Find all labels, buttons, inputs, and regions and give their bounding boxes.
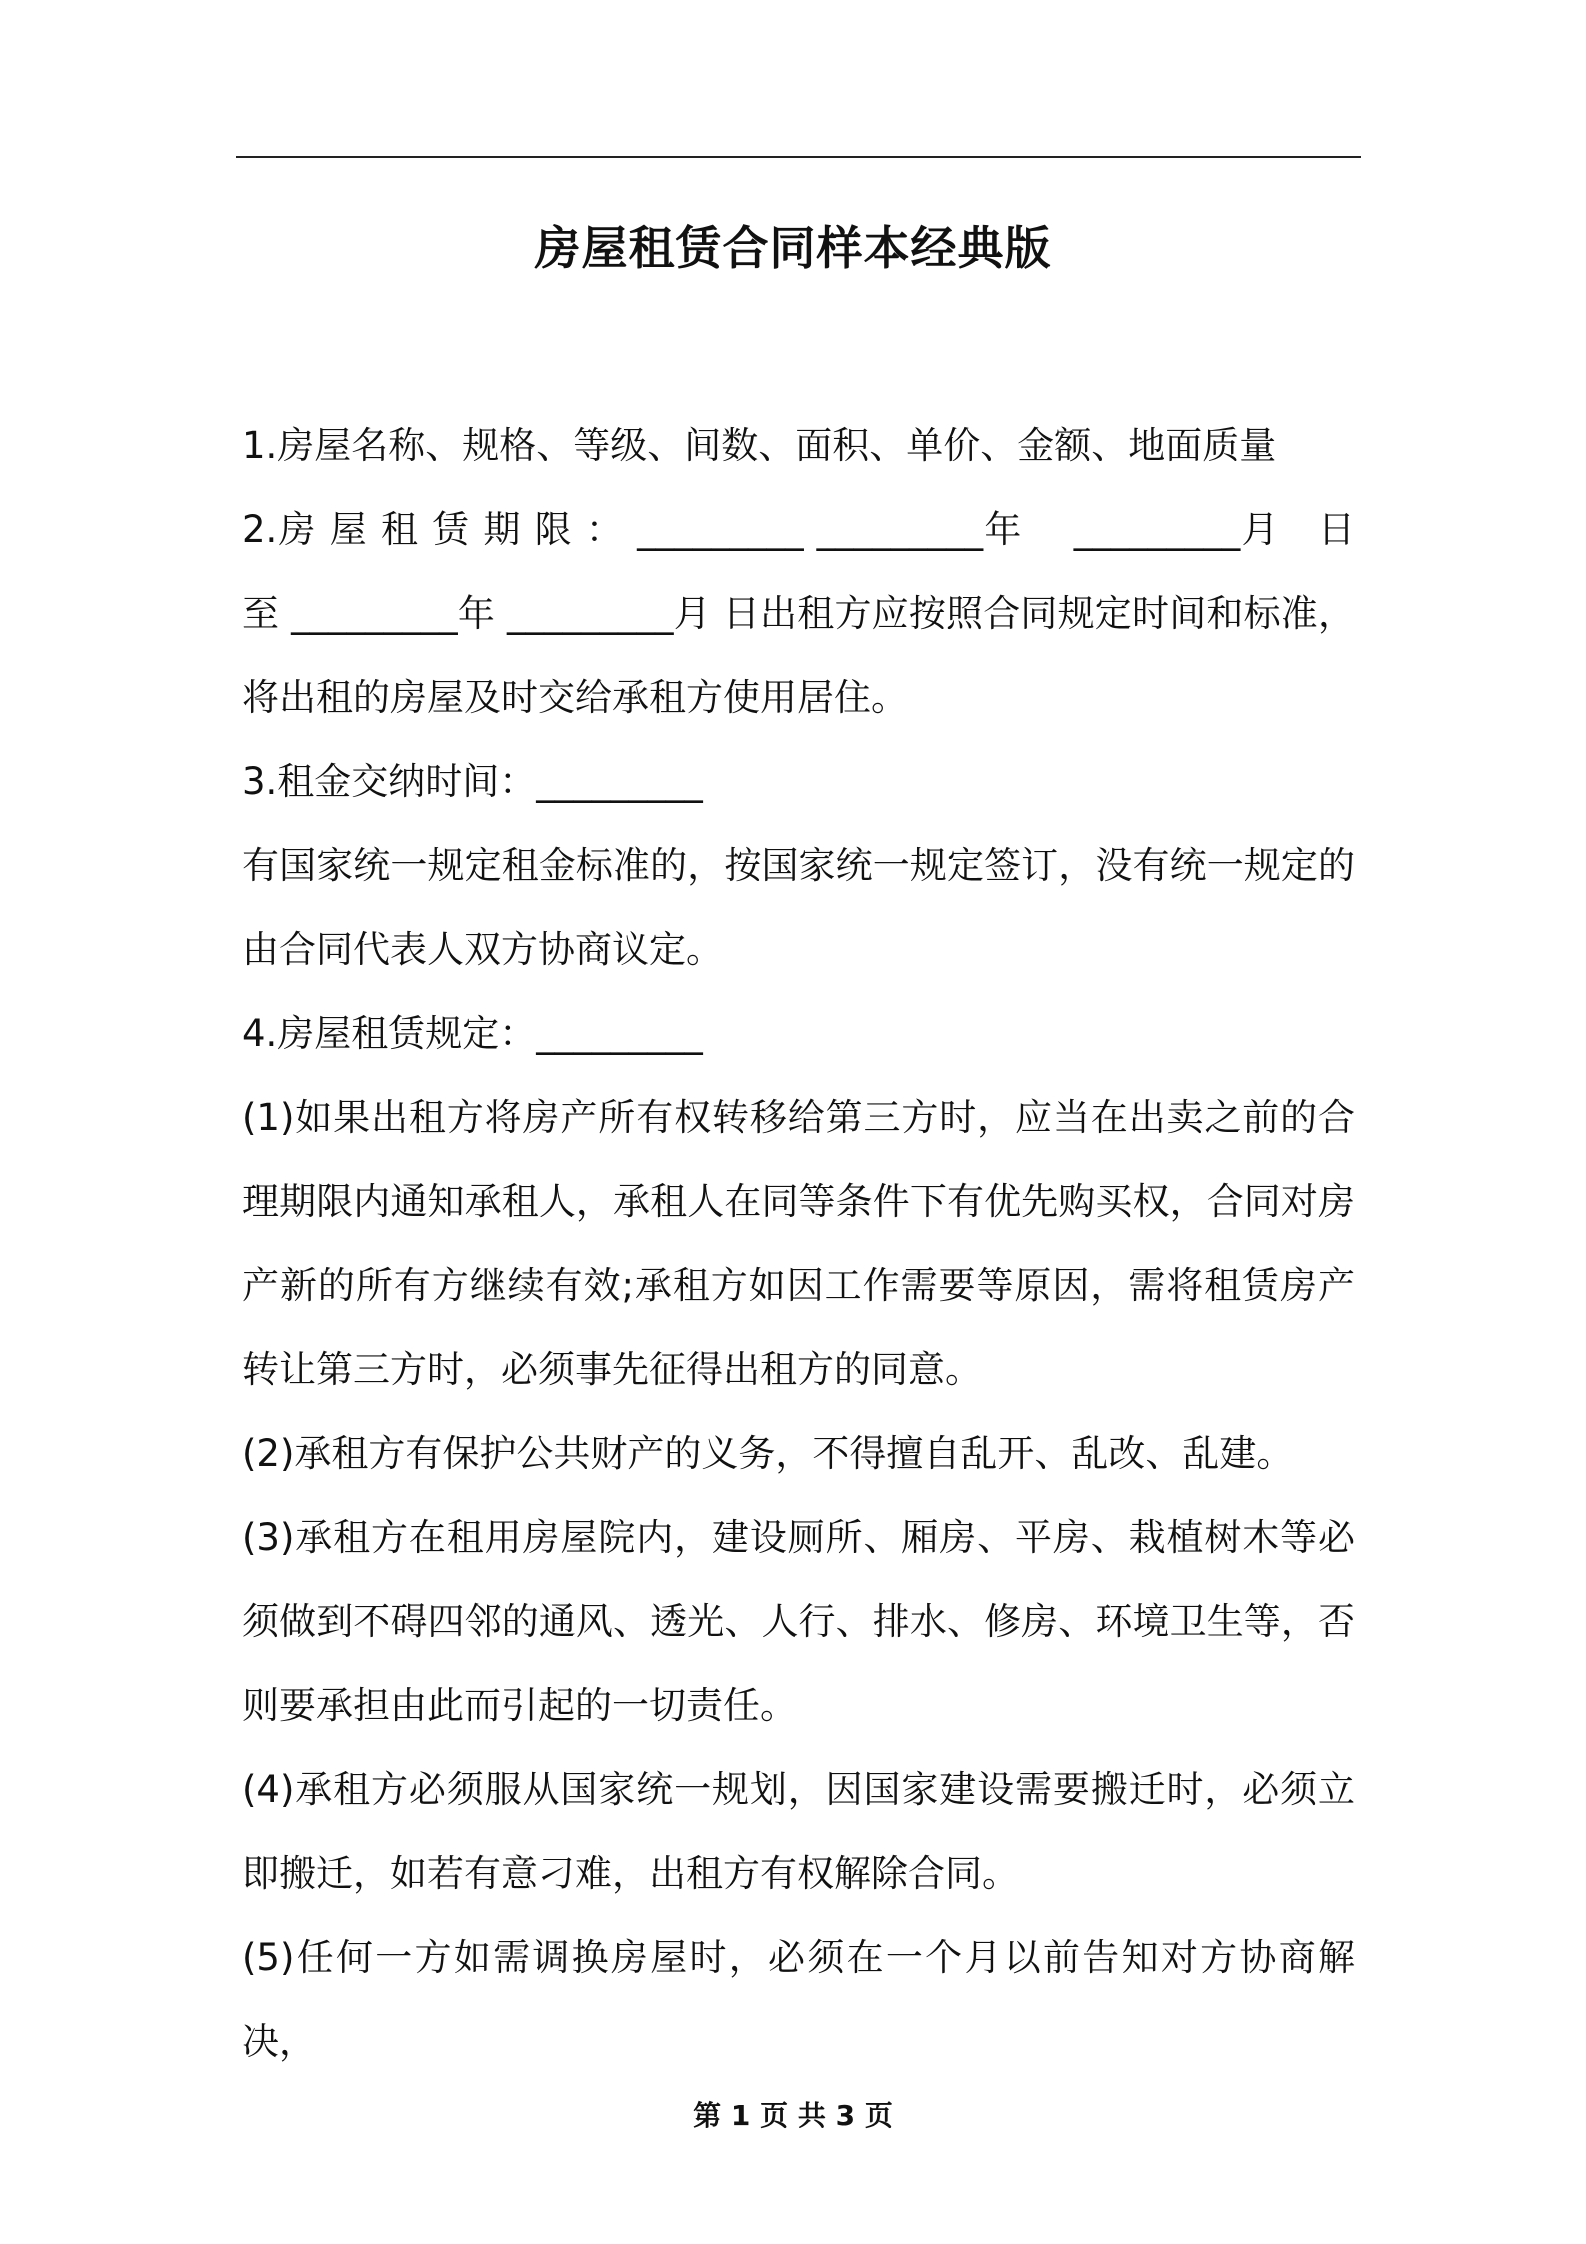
header-rule: [236, 156, 1361, 158]
paragraph-rent-standard: 有国家统一规定租金标准的，按国家统一规定签订，没有统一规定的由合同代表人双方协商议定。: [242, 844, 1355, 971]
document-title: 房屋租赁合同样本经典版: [534, 221, 1052, 275]
paragraph-item-1: 1.房屋名称、规格、等级、间数、面积、单价、金额、地面质量: [242, 424, 1277, 467]
paragraph-clause-5: (5)任何一方如需调换房屋时，必须在一个月以前告知对方协商解决，: [242, 1936, 1355, 2063]
paragraph-clause-1: (1)如果出租方将房产所有权转移给第三方时，应当在出卖之前的合理期限内通知承租人，承租人在同等条件下有优先购买权，合同对房产新的所有方继续有效;承租方如因工作需要等原因，需将租赁房产转让第三方时，必须事先征得出租方的同意。: [242, 1096, 1355, 1391]
page-number-footer: 第 1 页 共 3 页: [693, 2099, 893, 2132]
paragraph-item-2: 2.房 屋 租 赁 期 限 ： _________ _________年 _________月 日至 _________年 _________月 日出租方应按照合同规定时间和标准，将出租的房屋及时交给承租方使用居住。: [242, 508, 1355, 719]
paragraph-item-3: 3.租金交纳时间：_________: [242, 760, 703, 803]
paragraph-item-4: 4.房屋租赁规定：_________: [242, 1012, 703, 1055]
paragraph-clause-4: (4)承租方必须服从国家统一规划，因国家建设需要搬迁时，必须立即搬迁，如若有意刁难，出租方有权解除合同。: [242, 1768, 1355, 1895]
paragraph-clause-2: (2)承租方有保护公共财产的义务，不得擅自乱开、乱改、乱建。: [242, 1432, 1294, 1475]
paragraph-clause-3: (3)承租方在租用房屋院内，建设厕所、厢房、平房、栽植树木等必须做到不碍四邻的通风、透光、人行、排水、修房、环境卫生等，否则要承担由此而引起的一切责任。: [242, 1516, 1355, 1727]
document-body: [242, 404, 1355, 2084]
